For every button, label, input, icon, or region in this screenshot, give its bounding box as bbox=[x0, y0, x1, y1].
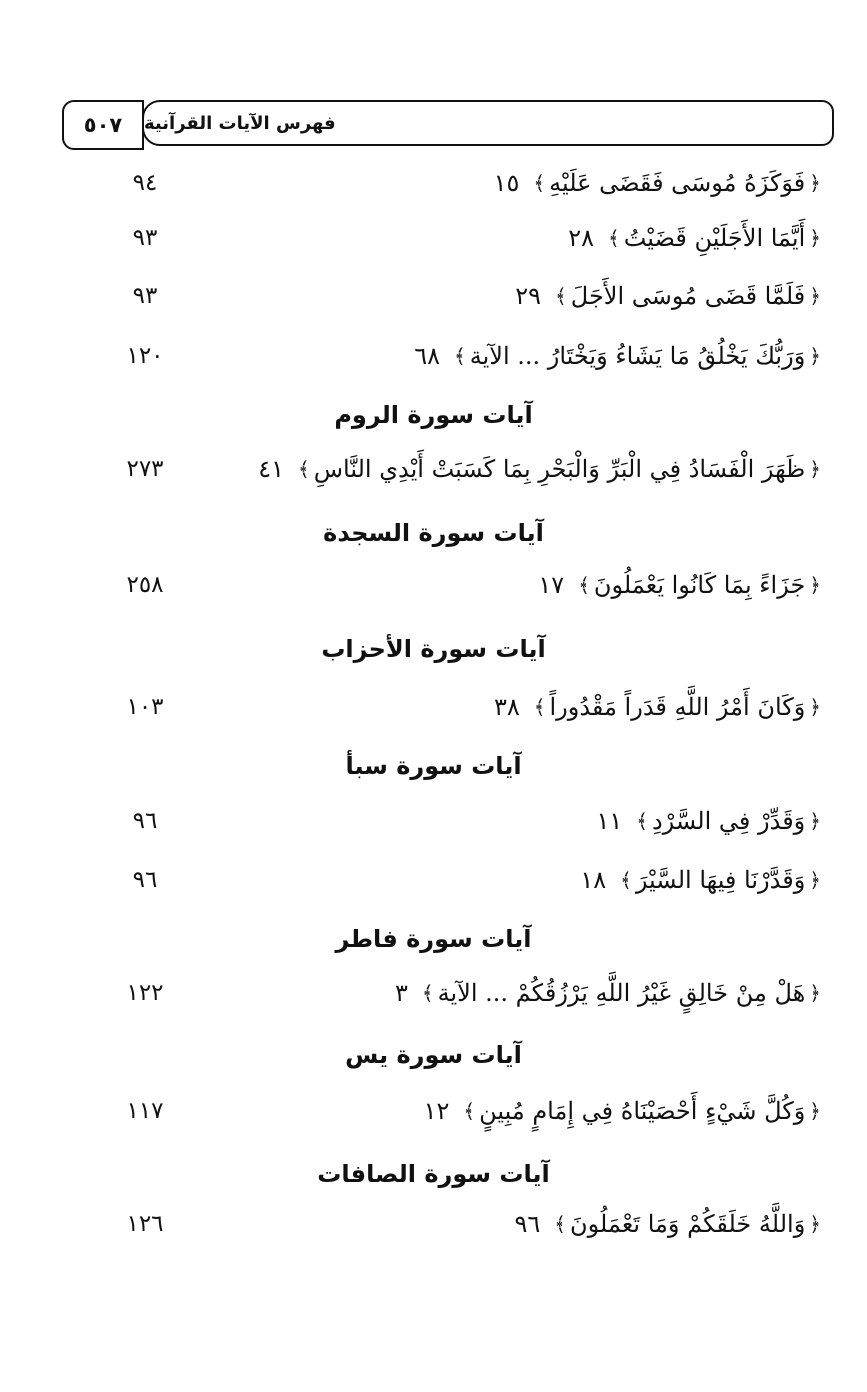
surah-heading: آيات سورة الروم bbox=[334, 401, 533, 429]
verse-text bbox=[515, 271, 825, 321]
open-bracket: ﴿ bbox=[809, 809, 821, 833]
open-bracket: ﴿ bbox=[809, 226, 821, 250]
page-reference: ٩٤ bbox=[132, 170, 158, 196]
verse-number: ٦٨ bbox=[414, 342, 441, 370]
page-number: ٥٠٧ bbox=[62, 100, 144, 150]
verse-row bbox=[0, 331, 867, 381]
open-bracket: ﴿ bbox=[809, 868, 821, 892]
verse-text bbox=[515, 1199, 826, 1249]
verse-number: ٢٩ bbox=[515, 282, 542, 310]
verse-words: وَقَدِّرْ فِي السَّرْدِ bbox=[651, 807, 806, 835]
verse-words: فَوَكَزَهُ مُوسَى فَقَضَى عَلَيْهِ bbox=[549, 169, 806, 197]
verse-number: ١٥ bbox=[493, 169, 520, 197]
open-bracket: ﴿ bbox=[809, 695, 821, 719]
open-bracket: ﴿ bbox=[809, 344, 821, 368]
verse-text bbox=[538, 560, 825, 610]
page-reference: ١١٧ bbox=[126, 1098, 164, 1124]
verse-row bbox=[0, 213, 867, 263]
verse-row bbox=[0, 444, 867, 494]
open-bracket: ﴿ bbox=[809, 1212, 821, 1236]
page-reference: ١٢٦ bbox=[126, 1211, 164, 1237]
page-reference: ٩٦ bbox=[132, 808, 158, 834]
open-bracket: ﴿ bbox=[809, 284, 821, 308]
verse-words: جَزَاءً بِمَا كَانُوا يَعْمَلُونَ bbox=[593, 571, 806, 599]
page-reference: ٩٣ bbox=[132, 283, 158, 309]
verse-words: فَلَمَّا قَضَى مُوسَى الأَجَلَ bbox=[570, 282, 806, 310]
verse-row bbox=[0, 968, 867, 1018]
close-bracket: ﴾ bbox=[608, 226, 620, 250]
verse-row bbox=[0, 1086, 867, 1136]
close-bracket: ﴾ bbox=[463, 1099, 476, 1123]
open-bracket: ﴿ bbox=[809, 1099, 821, 1123]
verse-text bbox=[568, 213, 825, 263]
close-bracket: ﴾ bbox=[555, 284, 567, 308]
surah-heading: آيات سورة الصافات bbox=[317, 1160, 550, 1188]
verse-number: ٣٨ bbox=[493, 693, 520, 721]
close-bracket: ﴾ bbox=[533, 695, 546, 719]
verse-row bbox=[0, 796, 867, 846]
verse-text bbox=[424, 1086, 825, 1136]
verse-text bbox=[580, 855, 825, 905]
verse-number: ٩٦ bbox=[514, 1210, 541, 1238]
close-bracket: ﴾ bbox=[636, 809, 648, 833]
open-bracket: ﴿ bbox=[809, 573, 821, 597]
page-reference: ٩٣ bbox=[132, 225, 158, 251]
verse-words: ظَهَرَ الْفَسَادُ فِي الْبَرِّ وَالْبَحْرِ بِمَا كَسَبَتْ أَيْدِي النَّاسِ bbox=[313, 455, 806, 483]
open-bracket: ﴿ bbox=[809, 981, 821, 1005]
surah-heading: آيات سورة يس bbox=[345, 1041, 522, 1069]
close-bracket: ﴾ bbox=[533, 171, 546, 195]
page-reference: ١٢٢ bbox=[126, 980, 164, 1006]
verse-words: وَقَدَّرْنَا فِيهَا السَّيْرَ bbox=[635, 866, 806, 894]
close-bracket: ﴾ bbox=[298, 457, 310, 481]
page-reference: ٢٧٣ bbox=[126, 456, 164, 482]
page-reference: ١٠٣ bbox=[126, 694, 164, 720]
close-bracket: ﴾ bbox=[454, 344, 466, 368]
verse-row bbox=[0, 560, 867, 610]
verse-words: أَيَّمَا الأَجَلَيْنِ قَضَيْتُ bbox=[623, 224, 806, 252]
surah-heading: آيات سورة سبأ bbox=[345, 752, 522, 780]
close-bracket: ﴾ bbox=[620, 868, 632, 892]
open-bracket: ﴿ bbox=[809, 171, 821, 195]
page-reference: ٢٥٨ bbox=[126, 572, 164, 598]
verse-words: هَلْ مِنْ خَالِقٍ غَيْرُ اللَّهِ يَرْزُقُكُمْ ... الآية bbox=[437, 979, 806, 1007]
close-bracket: ﴾ bbox=[421, 981, 434, 1005]
verse-text bbox=[258, 444, 825, 494]
verse-row bbox=[0, 855, 867, 905]
verse-words: وَكُلَّ شَيْءٍ أَحْصَيْنَاهُ فِي إِمَامٍ مُبِينٍ bbox=[479, 1097, 806, 1125]
verse-number: ٤١ bbox=[258, 455, 285, 483]
close-bracket: ﴾ bbox=[578, 573, 590, 597]
verse-number: ١١ bbox=[596, 807, 623, 835]
verse-text bbox=[395, 968, 825, 1018]
page-reference: ٩٦ bbox=[132, 867, 158, 893]
verse-row bbox=[0, 1199, 867, 1249]
surah-heading: آيات سورة فاطر bbox=[335, 925, 532, 953]
verse-number: ١٢ bbox=[423, 1097, 450, 1125]
page-header bbox=[62, 100, 838, 150]
verse-words: وَرَبُّكَ يَخْلُقُ مَا يَشَاءُ وَيَخْتَارُ ... الآية bbox=[469, 342, 806, 370]
verse-text bbox=[494, 158, 825, 208]
verse-number: ١٧ bbox=[538, 571, 565, 599]
verse-text bbox=[596, 796, 825, 846]
surah-heading: آيات سورة الأحزاب bbox=[321, 635, 546, 663]
verse-words: وَاللَّهُ خَلَقَكُمْ وَمَا تَعْمَلُونَ bbox=[570, 1210, 806, 1238]
verse-row bbox=[0, 271, 867, 321]
verse-row bbox=[0, 682, 867, 732]
verse-words: وَكَانَ أَمْرُ اللَّهِ قَدَراً مَقْدُوراً bbox=[549, 693, 806, 721]
verse-row bbox=[0, 158, 867, 208]
page-title: فهرس الآيات القرآنية bbox=[142, 100, 834, 146]
verse-text bbox=[414, 331, 825, 381]
surah-heading: آيات سورة السجدة bbox=[323, 519, 544, 547]
verse-number: ٢٨ bbox=[568, 224, 595, 252]
verse-text bbox=[494, 682, 825, 732]
verse-number: ٣ bbox=[395, 979, 408, 1007]
page-reference: ١٢٠ bbox=[126, 343, 164, 369]
open-bracket: ﴿ bbox=[809, 457, 821, 481]
verse-number: ١٨ bbox=[580, 866, 607, 894]
close-bracket: ﴾ bbox=[554, 1212, 566, 1236]
